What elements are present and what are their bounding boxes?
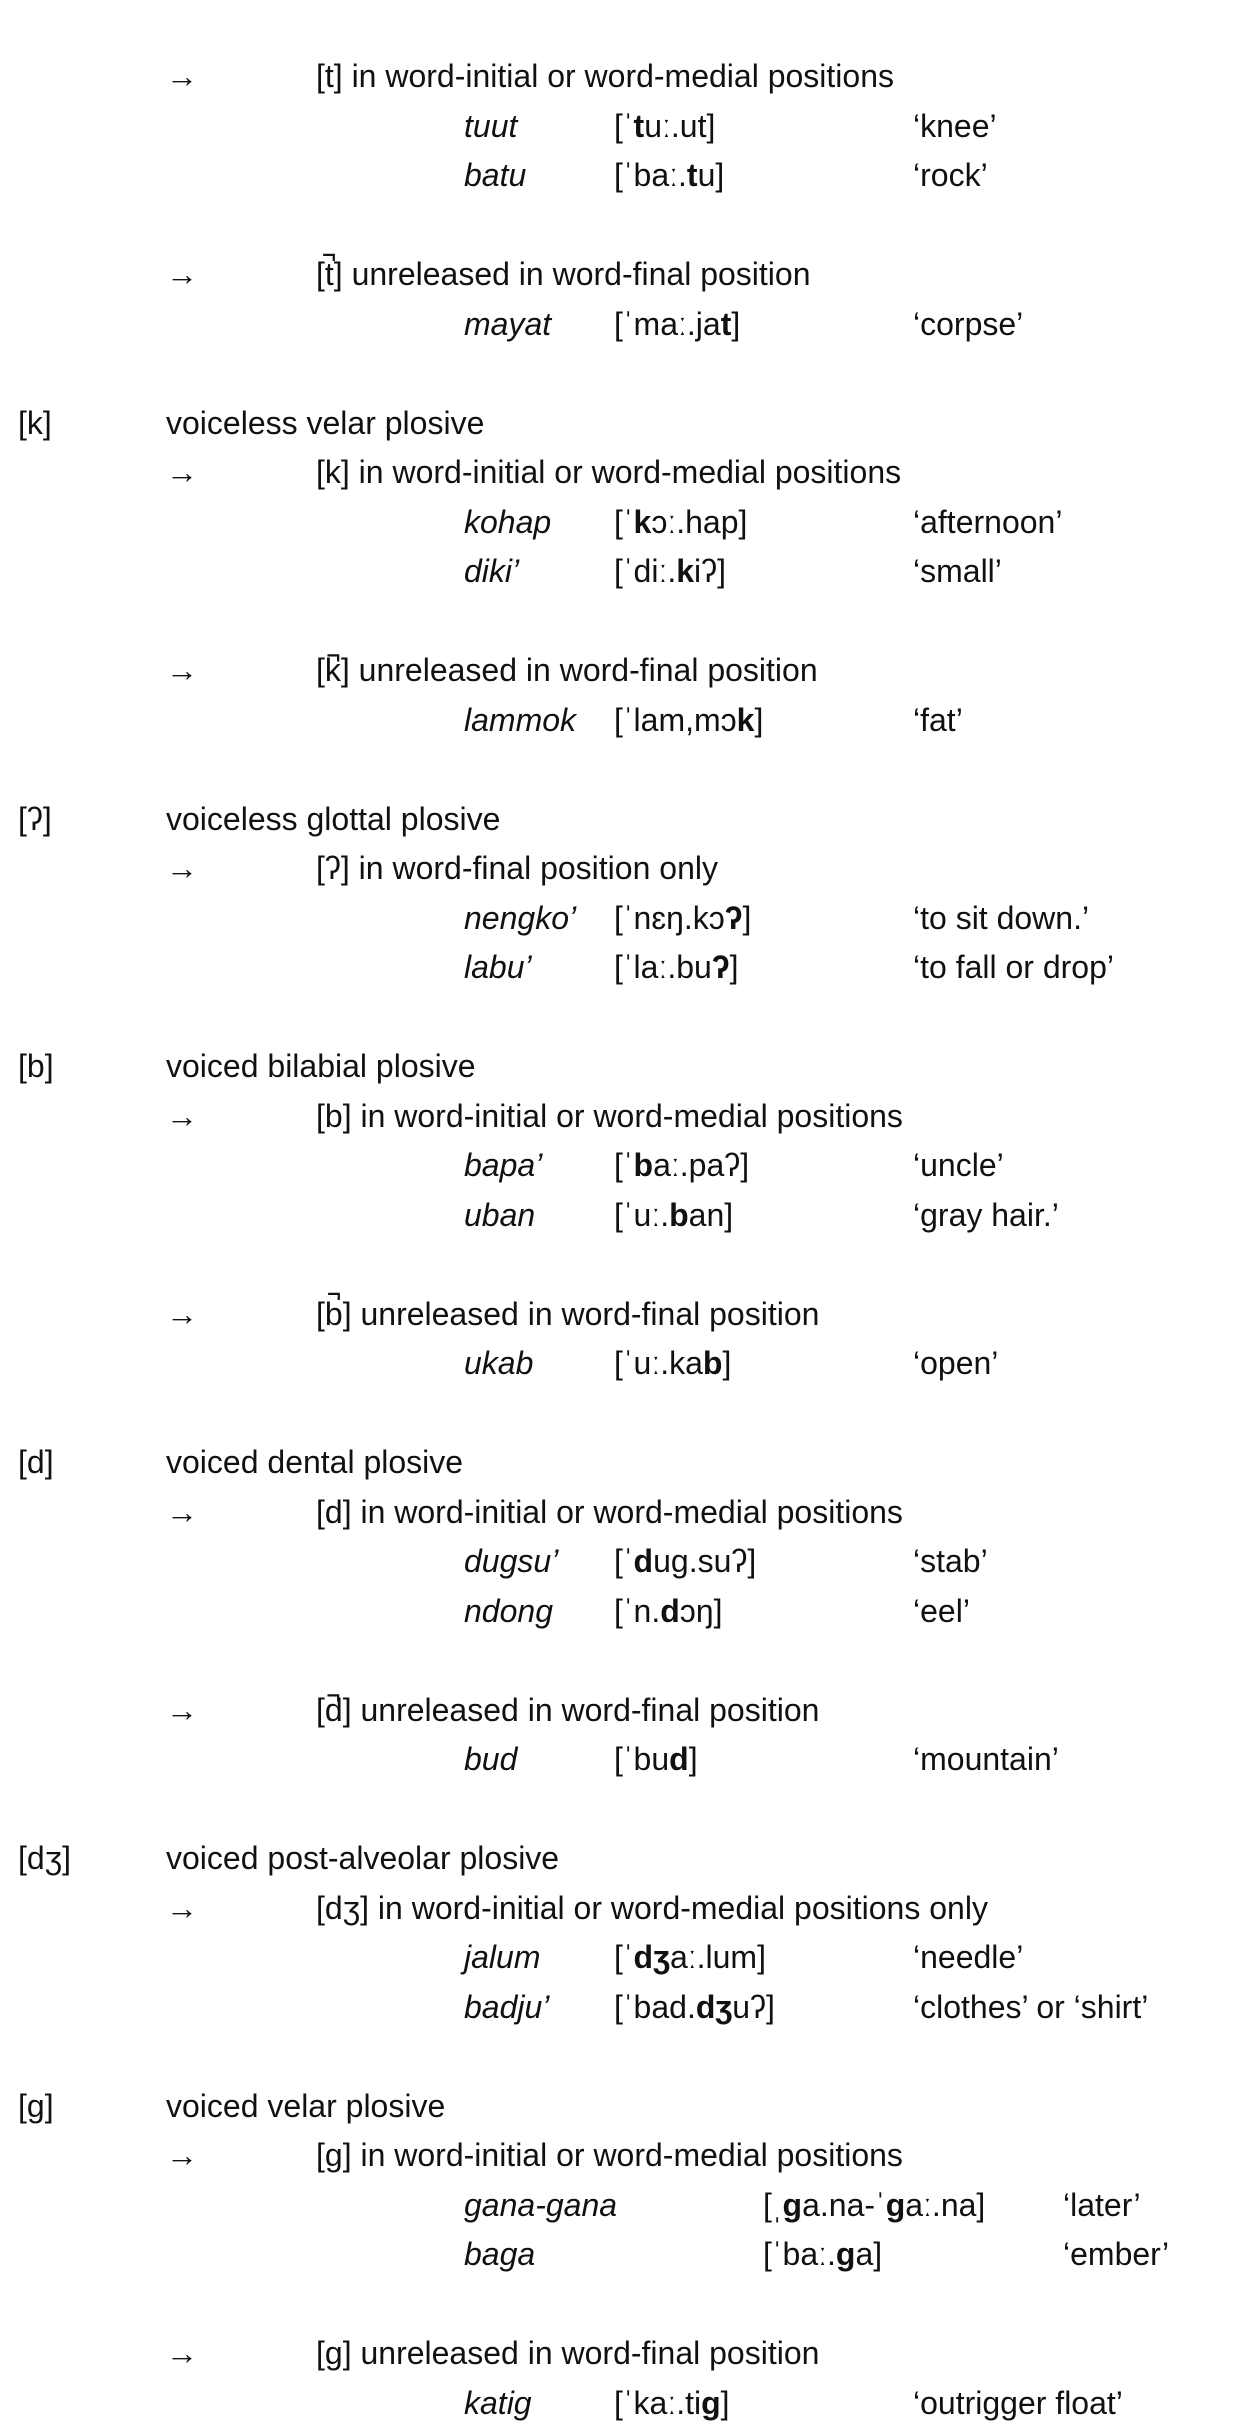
ipa-segment: [ˈbu [614,1741,670,1777]
example-row [0,943,1238,993]
ipa-highlight: k [633,503,652,540]
ipa-transcription [614,2379,730,2429]
ipa-transcription [614,151,724,201]
arrow-icon: → [166,850,198,886]
arrow-icon: → [166,2137,198,2173]
ipa-highlight: k [736,701,755,738]
allophone-rule: [d] in word-initial or word-medial positions [316,1493,903,1530]
ipa-segment: [ˈuː. [614,1196,670,1233]
arrow-icon: → [166,58,198,94]
ipa-highlight: g [701,2384,721,2421]
ipa-highlight: t [686,157,698,193]
example-word: diki’ [464,553,520,589]
blank-row [0,201,1238,251]
example-gloss: ‘mountain’ [913,1741,1059,1777]
ipa-highlight: dʒ [633,1939,670,1975]
ipa-segment: [ˈ [614,1939,634,1975]
ipa-highlight: ʔ [711,949,730,985]
ipa-transcription [614,1983,775,2033]
rule-row [0,1884,1238,1934]
example-gloss: ‘knee’ [913,107,997,144]
ipa-segment: uː.ut] [644,107,716,144]
example-word: katig [464,2384,532,2421]
ipa-transcription [763,2181,985,2231]
example-row [0,1141,1238,1191]
ipa-segment: an] [688,1196,734,1233]
rule-row [0,52,1238,102]
segment-header-row [0,399,1238,449]
rule-row [0,844,1238,894]
ipa-transcription [614,1339,731,1389]
example-word: kohap [464,503,552,540]
ipa-segment: [ˈbaː. [614,157,687,193]
example-word: bud [464,1741,518,1777]
segment-symbol: [g] [18,2087,54,2124]
blank-row [0,1636,1238,1686]
ipa-segment: [ˈlaː.bu [614,949,712,985]
example-row [0,894,1238,944]
example-row [0,696,1238,746]
arrow-icon: → [166,1493,198,1530]
segment-header-row [0,795,1238,845]
example-gloss: ‘ember’ [1063,2236,1170,2272]
example-gloss: ‘corpse’ [913,305,1024,342]
ipa-transcription [614,1933,766,1983]
example-gloss: ‘outrigger float’ [913,2384,1123,2421]
example-gloss: ‘fat’ [913,701,963,738]
example-word: dugsu’ [464,1543,559,1579]
example-gloss: ‘clothes’ or ‘shirt’ [913,1988,1149,2025]
ipa-segment: [ˌ [763,2186,783,2223]
arrow-icon: → [166,1691,198,1728]
ipa-transcription [614,894,751,944]
rule-row [0,646,1238,696]
ipa-transcription [614,943,739,993]
segment-description: voiceless velar plosive [166,404,485,441]
arrow-icon: → [166,256,198,292]
ipa-transcription [614,1735,698,1785]
example-word: ukab [464,1345,534,1381]
example-word: tuut [464,107,518,144]
segment-symbol: [b] [18,1048,54,1084]
arrow-icon: → [166,1295,198,1332]
segment-header-row [0,1834,1238,1884]
ipa-segment: [ˈuː.ka [614,1345,703,1381]
ipa-segment: ɔŋ] [679,1592,723,1629]
blank-row [0,745,1238,795]
blank-row [0,1240,1238,1290]
ipa-transcription [614,696,763,746]
segment-description: voiceless glottal plosive [166,800,501,837]
example-word: badju’ [464,1988,550,2025]
ipa-highlight: t [720,305,732,342]
allophone-rule: [ʔ] in word-final position only [316,850,718,886]
ipa-highlight: g [835,2236,856,2272]
ipa-segment: [ˈ [614,503,634,540]
rule-row [0,2329,1238,2379]
rule-row [0,1686,1238,1736]
ipa-segment: a] [855,2236,883,2272]
segment-header-row [0,1438,1238,1488]
arrow-icon: → [166,2335,198,2371]
segment-header-row [0,1042,1238,1092]
ipa-segment: aː.lum] [669,1939,766,1975]
ipa-highlight: ʔ [724,899,743,936]
example-row [0,547,1238,597]
example-row [0,1587,1238,1637]
ipa-highlight: b [633,1147,654,1183]
blank-row [0,1785,1238,1835]
segment-symbol: [ʔ] [18,800,52,837]
example-word: bapa’ [464,1147,543,1183]
example-row [0,1983,1238,2033]
arrow-icon: → [166,454,198,490]
blank-row [0,2280,1238,2330]
blank-row [0,993,1238,1043]
segment-header-row [0,2082,1238,2132]
arrow-icon: → [166,1097,198,1134]
ipa-segment: [ˈbad. [614,1988,696,2025]
example-row [0,1537,1238,1587]
ipa-segment: iʔ] [694,553,727,589]
ipa-segment: ] [729,949,739,985]
example-gloss: ‘eel’ [913,1592,970,1629]
segment-description: voiced dental plosive [166,1444,464,1480]
ipa-segment: uʔ] [732,1988,775,2025]
ipa-segment: [ˈ [614,1147,634,1183]
ipa-segment: aː.na] [905,2186,986,2223]
ipa-highlight: d [669,1741,689,1777]
rule-row [0,2131,1238,2181]
ipa-transcription [614,498,747,548]
example-gloss: ‘gray hair.’ [913,1196,1059,1233]
example-gloss: ‘uncle’ [913,1147,1004,1183]
ipa-segment: [ˈmaː.ja [614,305,721,342]
ipa-segment: ug.suʔ] [653,1543,757,1579]
example-word: baga [464,2236,536,2272]
blank-row [0,2032,1238,2082]
ipa-highlight: g [782,2186,803,2223]
segment-description: voiced bilabial plosive [166,1048,476,1084]
example-gloss: ‘needle’ [913,1939,1024,1975]
segment-description: voiced post-alveolar plosive [166,1840,560,1876]
ipa-segment: [ˈlam,mɔ [614,701,737,738]
ipa-segment: [ˈnɛŋ.kɔ [614,899,725,936]
allophone-rule: [t] in word-initial or word-medial positions [316,58,894,94]
ipa-segment: [ˈ [614,1543,634,1579]
ipa-segment: [ˈ [614,107,634,144]
example-word: lammok [464,701,577,738]
example-row [0,2379,1238,2429]
ipa-segment: aː.paʔ] [653,1147,750,1183]
segment-symbol: [d] [18,1444,54,1480]
ipa-transcription [614,1191,733,1241]
rule-row [0,1290,1238,1340]
ipa-transcription [614,547,726,597]
ipa-segment: ] [722,1345,732,1381]
ipa-highlight: dʒ [695,1988,733,2025]
example-row [0,1339,1238,1389]
ipa-segment: [ˈdiː. [614,553,677,589]
allophone-rule: [d̚] unreleased in word-final position [316,1691,820,1728]
ipa-transcription [614,1537,756,1587]
example-word: jalum [464,1939,541,1975]
ipa-transcription [614,300,740,350]
example-word: ndong [464,1592,553,1629]
example-row [0,1735,1238,1785]
ipa-transcription [614,1141,749,1191]
example-gloss: ‘later’ [1063,2186,1141,2223]
ipa-segment: ] [688,1741,698,1777]
allophone-rule: [k̚] unreleased in word-final position [316,652,818,688]
example-row [0,102,1238,152]
rule-row [0,448,1238,498]
phoneme-description-list [0,52,1238,2428]
example-gloss: ‘stab’ [913,1543,988,1579]
example-row [0,2230,1238,2280]
allophone-rule: [b̚] unreleased in word-final position [316,1295,820,1332]
blank-row [0,349,1238,399]
example-word: nengko’ [464,899,577,936]
allophone-rule: [g] in word-initial or word-medial positions [316,2137,903,2173]
allophone-rule: [b] in word-initial or word-medial positions [316,1097,903,1134]
ipa-highlight: k [676,553,695,589]
example-word: batu [464,157,527,193]
ipa-highlight: g [885,2186,906,2223]
example-row [0,498,1238,548]
ipa-highlight: b [669,1196,689,1233]
example-gloss: ‘to sit down.’ [913,899,1090,936]
example-gloss: ‘afternoon’ [913,503,1063,540]
allophone-rule: [t̚] unreleased in word-final position [316,256,811,292]
ipa-segment: [ˈn. [614,1592,661,1629]
ipa-segment: ] [742,899,752,936]
rule-row [0,1092,1238,1142]
segment-description: voiced velar plosive [166,2087,446,2124]
segment-symbol: [k] [18,404,52,441]
ipa-transcription [614,1587,722,1637]
allophone-rule: [k] in word-initial or word-medial positions [316,454,902,490]
example-row [0,151,1238,201]
example-gloss: ‘open’ [913,1345,999,1381]
example-gloss: ‘small’ [913,553,1002,589]
ipa-highlight: d [660,1592,680,1629]
arrow-icon: → [166,652,198,688]
ipa-segment: ɔː.hap] [651,503,748,540]
ipa-segment: a.na-ˈ [802,2186,886,2223]
example-gloss: ‘rock’ [913,157,988,193]
example-word: mayat [464,305,552,342]
arrow-icon: → [166,1889,198,1926]
example-gloss: ‘to fall or drop’ [913,949,1114,985]
ipa-segment: ] [754,701,764,738]
example-row [0,1191,1238,1241]
ipa-transcription [763,2230,882,2280]
ipa-transcription [614,102,715,152]
allophone-rule: [dʒ] in word-initial or word-medial positions only [316,1889,988,1926]
ipa-segment: [ˈbaː. [763,2236,836,2272]
ipa-highlight: t [633,107,645,144]
segment-symbol: [dʒ] [18,1840,72,1876]
allophone-rule: [g] unreleased in word-final position [316,2335,820,2371]
example-word: gana-gana [464,2186,618,2223]
example-row [0,2181,1238,2231]
example-word: labu’ [464,949,532,985]
rule-row [0,250,1238,300]
rule-row [0,1488,1238,1538]
example-word: uban [464,1196,536,1233]
example-row [0,1933,1238,1983]
ipa-segment: ] [731,305,741,342]
ipa-highlight: b [702,1345,723,1381]
ipa-segment: [ˈkaː.ti [614,2384,702,2421]
ipa-segment: ] [720,2384,730,2421]
ipa-segment: u] [697,157,725,193]
blank-row [0,1389,1238,1439]
ipa-highlight: d [633,1543,654,1579]
example-row [0,300,1238,350]
blank-row [0,597,1238,647]
